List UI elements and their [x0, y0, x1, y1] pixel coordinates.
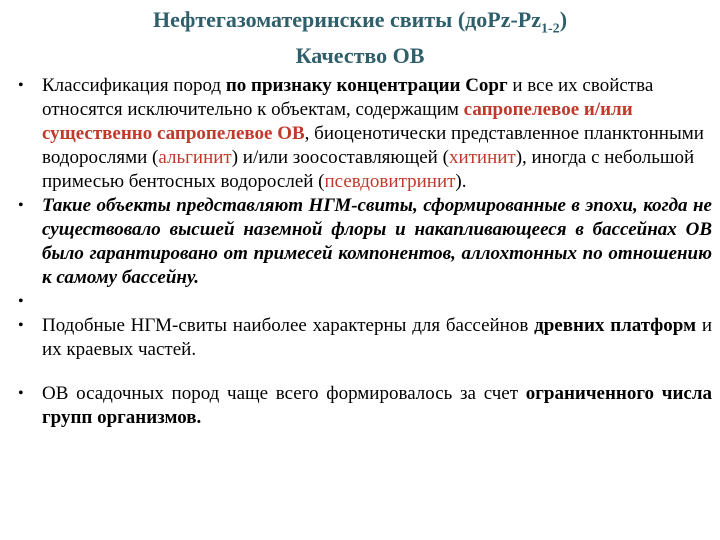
- bullet-platforms: • Подобные НГМ-свиты наиболее характерны для бассейнов древних платформ и их краевых частей.: [18, 315, 712, 360]
- bullet-dot: •: [18, 385, 24, 402]
- title-line-1: Нефтегазоматеринские свиты $(доPz-Pz_{1-2})$: [152, 7, 568, 37]
- bullet-organisms: • ОВ осадочных пород чаще всего формировалось за счет ограниченного числа групп организмов.: [18, 383, 712, 428]
- bullet-dot: •: [18, 197, 24, 214]
- bullet-such-objects: • Такие объекты представляют НГМ-свиты, сформированные в эпохи, когда не существовало высшей наземной флоры и накапливающееся в бассейнах ОВ было гарантировано от примесей компонентов, аллохтонных по отношению к самому бассейну.: [18, 195, 712, 288]
- bullet-classification: • Классификация пород по признаку концентрации Сорг и все их свойства относятся исключительно к объектам, содержащим сапропелевое и/или существенно сапропелевое ОВ, биоценотически представленное планктонными водорослями (альгинит) и/или зоосоставляющей (хитинит), иногда с небольшой примесью бентосных водорослей (псевдовитринит).: [18, 75, 704, 192]
- slide-title: [40, 6, 680, 69]
- term-alginite: альгинит: [158, 147, 232, 168]
- bullet-dot: •: [18, 77, 24, 94]
- bullet-list: [12, 74, 712, 430]
- highlight-sapropel: сапропелевое и/или существенно сапропелевое ОВ: [42, 99, 633, 144]
- term-pseudovitrinite: псевдовитринит: [324, 171, 456, 192]
- bullet-dot: •: [18, 293, 24, 310]
- term-chitinite: хитинит: [448, 147, 516, 168]
- bullet-empty: [12, 290, 712, 314]
- bullet-dot: •: [18, 317, 24, 334]
- title-line-2: Качество ОВ: [295, 43, 425, 69]
